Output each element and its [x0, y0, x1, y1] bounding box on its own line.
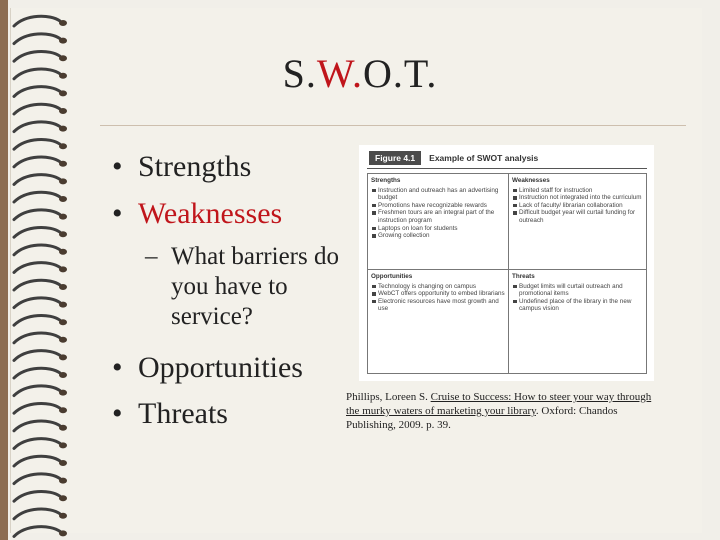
cell-heading: Weaknesses [512, 177, 550, 184]
cell-item: Promotions have recognizable rewards [371, 202, 505, 210]
cell-threats [512, 273, 646, 313]
cell-item: Laptops on loan for students [371, 225, 505, 233]
citation-author: Phillips, Loreen S. [346, 391, 428, 403]
title-divider [100, 125, 686, 126]
cell-item: Difficult budget year will curtail funding for outreach [512, 209, 646, 224]
spiral-ring [14, 122, 67, 132]
spiral-ring [14, 16, 67, 26]
title-s: S. [282, 51, 317, 96]
spiral-ring [14, 315, 67, 325]
cell-strengths [371, 177, 505, 240]
spiral-ring [14, 439, 67, 449]
cell-item: WebCT offers opportunity to embed librarians [371, 290, 505, 298]
spiral-ring [14, 403, 67, 413]
bullet-label: Weaknesses [138, 197, 283, 230]
spiral-ring [14, 491, 67, 501]
spiral-ring [14, 104, 67, 114]
bullet-marker: • [112, 397, 123, 430]
cell-item: Instruction not integrated into the curriculum [512, 194, 646, 202]
citation-publisher: . Oxford: Chandos Publishing, 2009. p. 39. [346, 405, 618, 431]
spiral-ring [14, 157, 67, 167]
grid-divider-vertical [508, 174, 509, 373]
cell-item: Lack of faculty/ librarian collaboration [512, 202, 646, 210]
spiral-ring [14, 527, 67, 537]
figure-header [369, 151, 538, 165]
spiral-ring [14, 298, 67, 308]
spiral-ring [14, 509, 67, 519]
spiral-ring [14, 210, 67, 220]
cell-item: Technology is changing on campus [371, 283, 505, 291]
citation [346, 390, 666, 432]
spiral-ring [14, 368, 67, 378]
figure-number: Figure 4.1 [369, 151, 421, 165]
bullet-label: Threats [138, 397, 228, 430]
cell-item: Budget limits will curtail outreach and promotional items [512, 283, 646, 298]
spiral-ring [14, 421, 67, 431]
cell-item: Freshmen tours are an integral part of the instruction program [371, 209, 505, 224]
cell-item: Instruction and outreach has an advertising budget [371, 187, 505, 202]
cell-weaknesses [512, 177, 646, 225]
figure-rule [367, 168, 647, 169]
cell-opportunities [371, 273, 505, 313]
spiral-ring [14, 245, 67, 255]
title-ot: O.T. [362, 51, 438, 96]
swot-figure-image [359, 145, 654, 381]
bullet-marker: • [112, 197, 123, 230]
spiral-ring [14, 192, 67, 202]
spiral-ring [14, 386, 67, 396]
spiral-ring [14, 351, 67, 361]
bullet-marker: • [112, 150, 123, 183]
spiral-ring [14, 333, 67, 343]
cell-item: Electronic resources have most growth and use [371, 298, 505, 313]
title-w: W. [316, 51, 363, 96]
cell-heading: Threats [512, 273, 535, 280]
figure-caption: Example of SWOT analysis [429, 153, 539, 163]
cell-heading: Opportunities [371, 273, 413, 280]
spiral-ring [14, 175, 67, 185]
spiral-ring [14, 474, 67, 484]
sub-bullet-text: What barriers do you have to service? [171, 243, 339, 330]
swot-grid [367, 173, 647, 374]
slide-title [0, 50, 720, 97]
spiral-ring [14, 139, 67, 149]
bullet-label: Strengths [138, 150, 252, 183]
cell-heading: Strengths [371, 177, 401, 184]
cell-item: Undefined place of the library in the new campus vision [512, 298, 646, 313]
cell-item: Limited staff for instruction [512, 187, 646, 195]
citation-book-title: Cruise to Success: How to steer your way through the murky waters of marketing your library [346, 391, 652, 417]
spiral-ring [14, 456, 67, 466]
cell-item: Growing collection [371, 232, 505, 240]
spiral-ring [14, 280, 67, 290]
spiral-ring [14, 227, 67, 237]
spiral-ring [14, 263, 67, 273]
bullet-marker: • [112, 351, 123, 384]
bullet-label: Opportunities [138, 351, 303, 384]
grid-divider-horizontal [368, 269, 646, 270]
spiral-ring [14, 34, 67, 44]
sub-bullet-marker: – [145, 243, 158, 270]
